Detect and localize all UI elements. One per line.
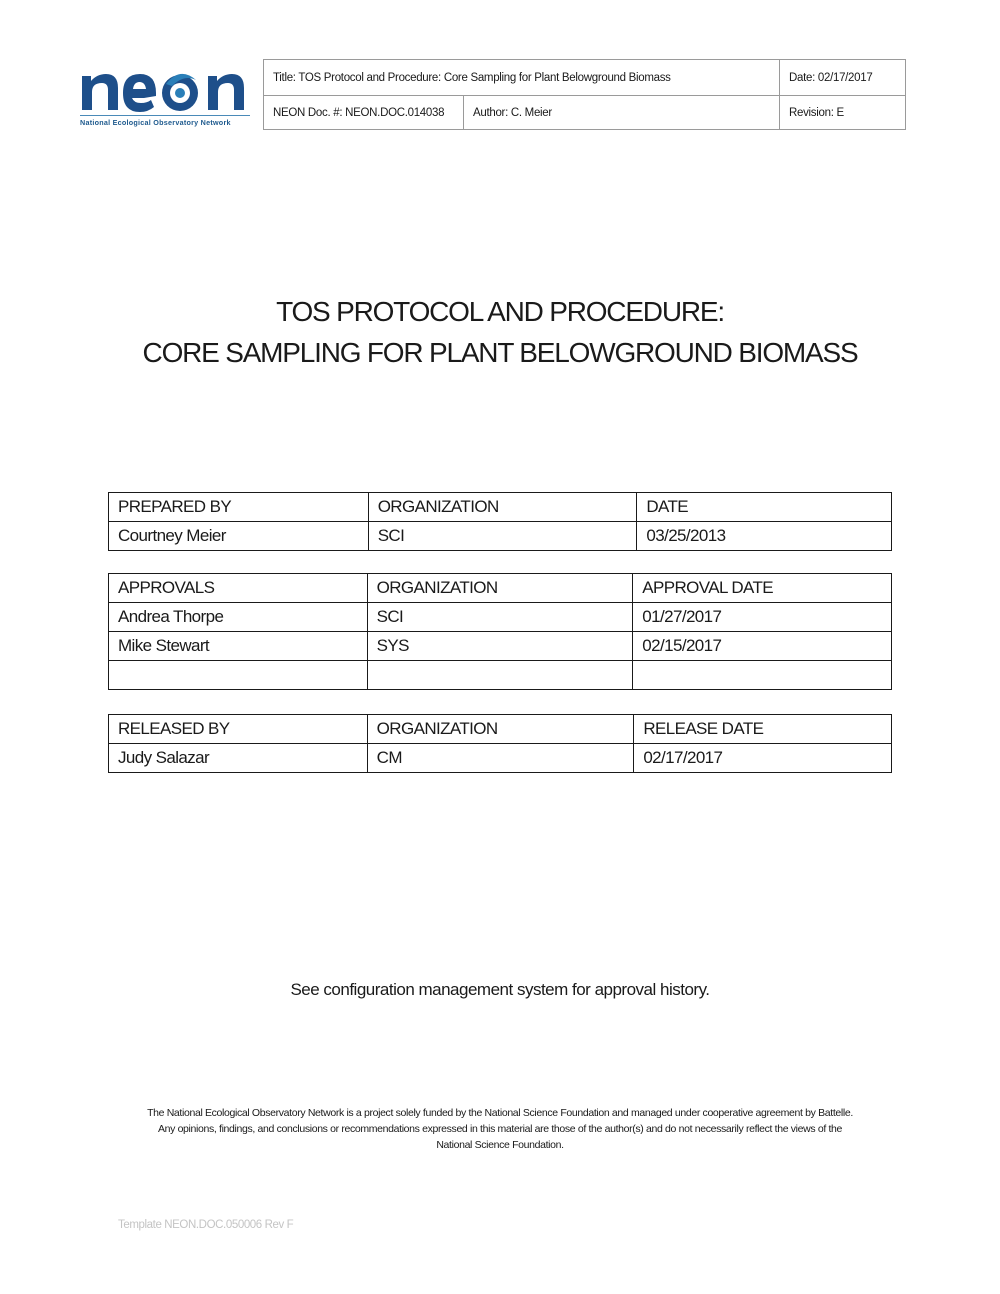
funding-line: National Science Foundation. <box>436 1139 564 1151</box>
table-header-cell: PREPARED BY <box>109 493 369 522</box>
neon-logo <box>80 62 252 130</box>
template-reference: Template NEON.DOC.050006 Rev F <box>118 1219 294 1231</box>
approvals-table <box>108 573 892 690</box>
preparer-date: 03/25/2013 <box>637 522 892 551</box>
table-header-cell: ORGANIZATION <box>368 493 637 522</box>
release-date: 02/17/2017 <box>634 744 892 773</box>
neon-wordmark-icon <box>80 62 252 114</box>
table-header-cell: ORGANIZATION <box>367 574 633 603</box>
released-by-table <box>108 714 892 773</box>
approver-organization <box>367 661 633 690</box>
approver-name: Mike Stewart <box>109 632 368 661</box>
prepared-by-table <box>108 492 892 551</box>
approver-organization: SYS <box>367 632 633 661</box>
table-header-row <box>109 574 892 603</box>
header-divider <box>463 95 464 129</box>
table-row <box>109 603 892 632</box>
header-divider <box>264 95 905 96</box>
document-title <box>0 291 1000 373</box>
header-doc-number: NEON Doc. #: NEON.DOC.014038 <box>273 107 445 119</box>
funding-disclaimer <box>110 1105 890 1153</box>
table-header-cell: APPROVALS <box>109 574 368 603</box>
table-header-cell: RELEASED BY <box>109 715 368 744</box>
table-row <box>109 661 892 690</box>
logo-tagline: National Ecological Observatory Network <box>80 118 231 127</box>
header-divider <box>779 60 780 129</box>
releaser-organization: CM <box>367 744 634 773</box>
releaser-name: Judy Salazar <box>109 744 368 773</box>
approval-date: 02/15/2017 <box>633 632 892 661</box>
approval-date: 01/27/2017 <box>633 603 892 632</box>
approval-history-note: See configuration management system for approval history. <box>290 980 710 999</box>
funding-line: The National Ecological Observatory Network is a project solely funded by the National Science Foundation and managed under cooperative agreement by Battelle. <box>147 1107 853 1119</box>
table-header-cell: RELEASE DATE <box>634 715 892 744</box>
table-header-cell: DATE <box>637 493 892 522</box>
funding-line: Any opinions, findings, and conclusions or recommendations expressed in this material are those of the author(s) and do not necessarily reflect the views of the <box>157 1123 843 1135</box>
table-header-row <box>109 715 892 744</box>
table-header-row <box>109 493 892 522</box>
header-author: Author: C. Meier <box>473 107 552 119</box>
table-header-cell: APPROVAL DATE <box>633 574 892 603</box>
document-header-table <box>263 59 906 130</box>
table-header-cell: ORGANIZATION <box>367 715 634 744</box>
approval-date <box>633 661 892 690</box>
logo-rule <box>80 115 250 116</box>
table-row <box>109 744 892 773</box>
approver-organization: SCI <box>367 603 633 632</box>
header-revision: Revision: E <box>789 107 844 119</box>
header-title: Title: TOS Protocol and Procedure: Core Sampling for Plant Belowground Biomass <box>273 71 671 84</box>
preparer-organization: SCI <box>368 522 637 551</box>
table-row <box>109 522 892 551</box>
document-title-line-2: CORE SAMPLING FOR PLANT BELOWGROUND BIOMASS <box>142 337 858 368</box>
approver-name: Andrea Thorpe <box>109 603 368 632</box>
table-row <box>109 632 892 661</box>
document-title-line-1: TOS PROTOCOL AND PROCEDURE: <box>276 296 724 327</box>
header-date: Date: 02/17/2017 <box>789 71 873 84</box>
preparer-name: Courtney Meier <box>109 522 369 551</box>
approver-name <box>109 661 368 690</box>
